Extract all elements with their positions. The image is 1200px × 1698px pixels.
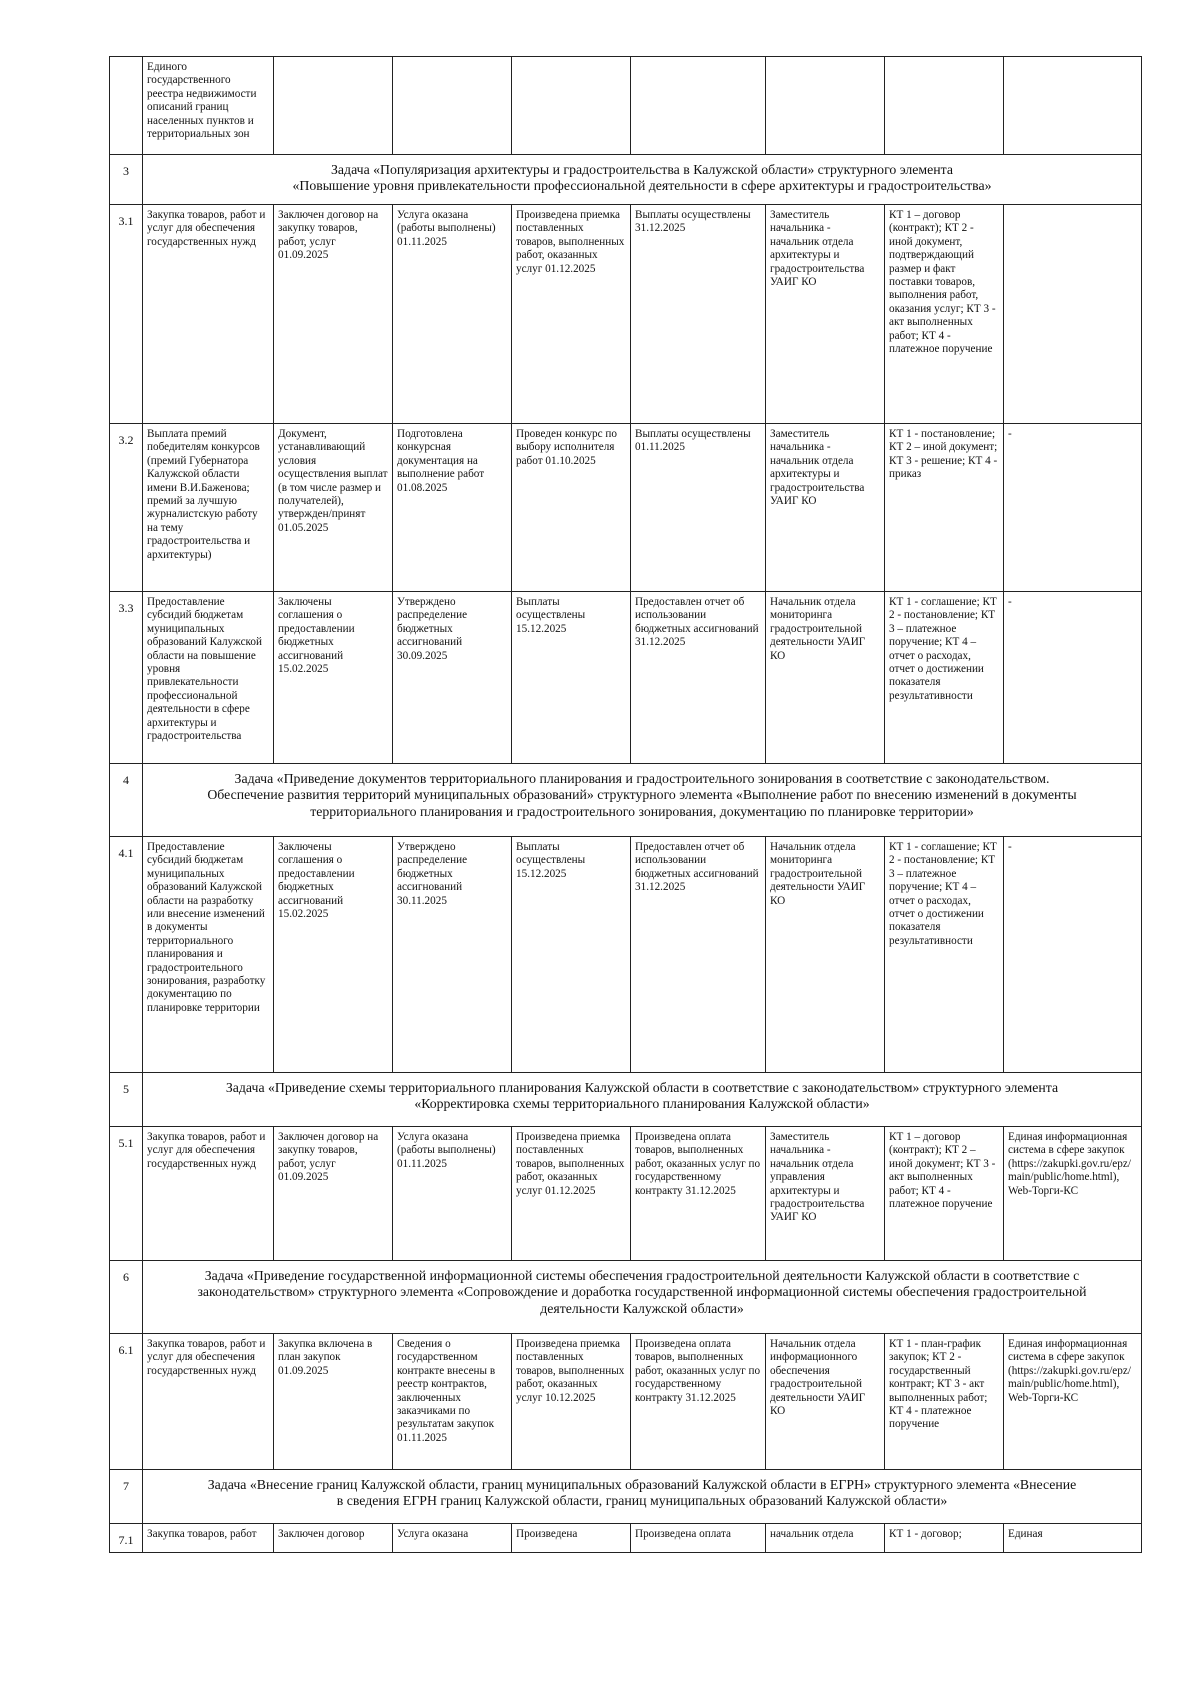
table-row <box>110 424 1142 592</box>
checkpoint-4-cell: Выплаты осуществлены 01.11.2025 <box>631 424 766 592</box>
table-row <box>110 57 1142 155</box>
checkpoint-documents-cell <box>885 57 1004 155</box>
event-name-cell: Предоставление субсидий бюджетам муниципальных образований Калужской области на разработку или внесение изменений в документы территориального планирования и градостроительного зонирования, разработку документацию по планировке территории <box>143 837 274 1073</box>
information-system-cell <box>1004 205 1142 424</box>
checkpoint-1-cell: Заключен договор на закупку товаров, работ, услуг 01.09.2025 <box>274 205 393 424</box>
table-row <box>110 1334 1142 1470</box>
table-row <box>110 1127 1142 1261</box>
task-title-line: Задача «Внесение границ Калужской области, границ муниципальных образований Калужской области в ЕГРН» структурного элемента «Внесение <box>207 1477 1077 1492</box>
responsible-person-cell: Начальник отдела информационного обеспечения градостроительной деятельности УАИГ КО <box>766 1334 885 1470</box>
checkpoint-documents-cell: КТ 1 - соглашение; КТ 2 - постановление; КТ 3 – платежное поручение; КТ 4 – отчет о расходах, отчет о достижении показателя результативности <box>885 592 1004 764</box>
checkpoint-documents-cell: КТ 1 – договор (контракт); КТ 2 – иной документ; КТ 3 - акт выполненных работ; КТ 4 - платежное поручение <box>885 1127 1004 1261</box>
row-number-cell: 4.1 <box>110 837 143 1073</box>
checkpoint-2-cell: Утверждено распределение бюджетных ассигнований 30.09.2025 <box>393 592 512 764</box>
checkpoint-1-cell: Заключены соглашения о предоставлении бюджетных ассигнований 15.02.2025 <box>274 837 393 1073</box>
checkpoint-documents-cell: КТ 1 – договор (контракт); КТ 2 - иной документ, подтверждающий размер и факт поставки товаров, выполнения работ, оказания услуг; КТ 3 - акт выполненных работ; КТ 4 - платежное поручение <box>885 205 1004 424</box>
checkpoint-3-cell: Произведена <box>512 1524 631 1553</box>
checkpoint-4-cell: Предоставлен отчет об использовании бюджетных ассигнований 31.12.2025 <box>631 837 766 1073</box>
responsible-person-cell: Заместитель начальника - начальник отдела управления архитектуры и градостроительства УАИГ КО <box>766 1127 885 1261</box>
task-title <box>143 1073 1142 1127</box>
checkpoint-3-cell: Произведена приемка поставленных товаров, выполненных работ, оказанных услуг 10.12.2025 <box>512 1334 631 1470</box>
table-row <box>110 837 1142 1073</box>
responsible-person-cell: начальник отдела <box>766 1524 885 1553</box>
task-row <box>110 1470 1142 1524</box>
checkpoint-3-cell: Произведена приемка поставленных товаров, выполненных работ, оказанных услуг 01.12.2025 <box>512 1127 631 1261</box>
checkpoint-3-cell: Произведена приемка поставленных товаров, выполненных работ, оказанных услуг 01.12.2025 <box>512 205 631 424</box>
checkpoint-4-cell: Выплаты осуществлены 31.12.2025 <box>631 205 766 424</box>
checkpoint-4-cell: Произведена оплата <box>631 1524 766 1553</box>
row-number: 3 <box>110 155 143 205</box>
responsible-person-cell: Начальник отдела мониторинга градостроительной деятельности УАИГ КО <box>766 837 885 1073</box>
task-row <box>110 155 1142 205</box>
checkpoint-1-cell <box>274 57 393 155</box>
row-number-cell: 3.1 <box>110 205 143 424</box>
task-title-line: «Повышение уровня привлекательности профессиональной деятельности в сфере архитектуры и градостроительства» <box>292 178 992 194</box>
task-title-line: территориального планирования и градостроительного зонирования, документацию по планировке территории» <box>310 803 974 819</box>
row-number: 5 <box>110 1073 143 1127</box>
checkpoint-3-cell: Проведен конкурс по выбору исполнителя работ 01.10.2025 <box>512 424 631 592</box>
checkpoint-2-cell: Сведения о государственном контракте внесены в реестр контрактов, заключенных заказчиками по результатам закупок 01.11.2025 <box>393 1334 512 1470</box>
checkpoint-3-cell: Выплаты осуществлены 15.12.2025 <box>512 837 631 1073</box>
task-title-line: Обеспечение развития территорий муниципальных образований» структурного элемента «Выполнение работ по внесению изменений в документы <box>207 787 1077 803</box>
document-table <box>109 56 1142 1553</box>
checkpoint-2-cell <box>393 57 512 155</box>
table-row <box>110 1524 1142 1553</box>
task-title <box>143 1261 1142 1334</box>
responsible-person-cell: Начальник отдела мониторинга градостроительной деятельности УАИГ КО <box>766 592 885 764</box>
row-number-cell: 5.1 <box>110 1127 143 1261</box>
task-title-line: Задача «Приведение документов территориального планирования и градостроительного зонирования в соответствие с законодательством. <box>234 771 1050 786</box>
checkpoint-1-cell: Заключен договор <box>274 1524 393 1553</box>
responsible-person-cell: Заместитель начальника - начальник отдела архитектуры и градостроительства УАИГ КО <box>766 205 885 424</box>
event-name-cell: Закупка товаров, работ и услуг для обеспечения государственных нужд <box>143 1127 274 1261</box>
information-system-cell <box>1004 57 1142 155</box>
row-number-cell: 7.1 <box>110 1524 143 1553</box>
information-system-cell: - <box>1004 424 1142 592</box>
row-number: 4 <box>110 764 143 837</box>
responsible-person-cell: Заместитель начальника - начальник отдела архитектуры и градостроительства УАИГ КО <box>766 424 885 592</box>
task-title <box>143 1470 1142 1524</box>
checkpoint-1-cell: Заключен договор на закупку товаров, работ, услуг 01.09.2025 <box>274 1127 393 1261</box>
table-row <box>110 205 1142 424</box>
task-title-line: Задача «Приведение государственной информационной системы обеспечения градостроительной деятельности Калужской области в соответствие с <box>204 1268 1080 1283</box>
information-system-cell: Единая информационная система в сфере закупок (https://zakupki.gov.ru/epz/main/public/home.html), Web-Торги-КС <box>1004 1127 1142 1261</box>
row-number: 6 <box>110 1261 143 1334</box>
event-name-cell: Закупка товаров, работ <box>143 1524 274 1553</box>
event-name-cell: Выплата премий победителям конкурсов (премий Губернатора Калужской области имени В.И.Баженова; премий за лучшую журналистскую работу на тему градостроительства и архитектуры) <box>143 424 274 592</box>
checkpoint-1-cell: Заключены соглашения о предоставлении бюджетных ассигнований 15.02.2025 <box>274 592 393 764</box>
event-name-cell: Закупка товаров, работ и услуг для обеспечения государственных нужд <box>143 205 274 424</box>
row-number-cell: 6.1 <box>110 1334 143 1470</box>
task-title-line: Задача «Приведение схемы территориального планирования Калужской области в соответствие с законодательством» структурного элемента <box>225 1080 1059 1095</box>
task-title-line: Задача «Популяризация архитектуры и градостроительства в Калужской области» структурного элемента <box>331 162 953 177</box>
row-number-cell: 3.3 <box>110 592 143 764</box>
checkpoint-1-cell: Документ, устанавливающий условия осуществления выплат (в том числе размер и получателей), утвержден/принят 01.05.2025 <box>274 424 393 592</box>
task-row <box>110 1073 1142 1127</box>
checkpoint-2-cell: Услуга оказана (работы выполнены) 01.11.2025 <box>393 1127 512 1261</box>
task-title-line: «Корректировка схемы территориального планирования Калужской области» <box>414 1096 870 1112</box>
task-title-line: в сведения ЕГРН границ Калужской области, границ муниципальных образований Калужской области» <box>336 1493 948 1509</box>
checkpoint-documents-cell: КТ 1 - план-график закупок; КТ 2 - государственный контракт; КТ 3 - акт выполненных работ; КТ 4 - платежное поручение <box>885 1334 1004 1470</box>
checkpoint-3-cell <box>512 57 631 155</box>
row-number-cell: 3.2 <box>110 424 143 592</box>
checkpoint-1-cell: Закупка включена в план закупок 01.09.2025 <box>274 1334 393 1470</box>
checkpoint-2-cell: Услуга оказана <box>393 1524 512 1553</box>
event-name-cell: Единого государственного реестра недвижимости описаний границ населенных пунктов и территориальных зон <box>143 57 274 155</box>
task-row <box>110 1261 1142 1334</box>
checkpoint-3-cell: Выплаты осуществлены 15.12.2025 <box>512 592 631 764</box>
information-system-cell: Единая <box>1004 1524 1142 1553</box>
checkpoint-2-cell: Услуга оказана (работы выполнены) 01.11.2025 <box>393 205 512 424</box>
checkpoint-4-cell <box>631 57 766 155</box>
task-title <box>143 764 1142 837</box>
task-title <box>143 155 1142 205</box>
information-system-cell: Единая информационная система в сфере закупок (https://zakupki.gov.ru/epz/main/public/home.html), Web-Торги-КС <box>1004 1334 1142 1470</box>
information-system-cell: - <box>1004 592 1142 764</box>
checkpoint-2-cell: Утверждено распределение бюджетных ассигнований 30.11.2025 <box>393 837 512 1073</box>
event-name-cell: Закупка товаров, работ и услуг для обеспечения государственных нужд <box>143 1334 274 1470</box>
task-title-line: законодательством» структурного элемента «Сопровождение и доработка государственной информационной системы обеспечения градостроительной <box>197 1284 1087 1300</box>
table-body <box>110 57 1142 1553</box>
information-system-cell: - <box>1004 837 1142 1073</box>
checkpoint-4-cell: Предоставлен отчет об использовании бюджетных ассигнований 31.12.2025 <box>631 592 766 764</box>
table-row <box>110 592 1142 764</box>
checkpoint-documents-cell: КТ 1 - постановление; КТ 2 – иной документ; КТ 3 - решение; КТ 4 - приказ <box>885 424 1004 592</box>
row-number-cell <box>110 57 143 155</box>
checkpoint-4-cell: Произведена оплата товаров, выполненных работ, оказанных услуг по государственному контракту 31.12.2025 <box>631 1127 766 1261</box>
checkpoint-4-cell: Произведена оплата товаров, выполненных работ, оказанных услуг по государственному контракту 31.12.2025 <box>631 1334 766 1470</box>
responsible-person-cell <box>766 57 885 155</box>
checkpoint-documents-cell: КТ 1 - договор; <box>885 1524 1004 1553</box>
checkpoint-documents-cell: КТ 1 - соглашение; КТ 2 - постановление; КТ 3 – платежное поручение; КТ 4 – отчет о расходах, отчет о достижении показателя результативности <box>885 837 1004 1073</box>
event-name-cell: Предоставление субсидий бюджетам муниципальных образований Калужской области на повышение уровня привлекательности профессиональной деятельности в сфере архитектуры и градостроительства <box>143 592 274 764</box>
task-title-line: деятельности Калужской области» <box>540 1300 744 1316</box>
row-number: 7 <box>110 1470 143 1524</box>
task-row <box>110 764 1142 837</box>
checkpoint-2-cell: Подготовлена конкурсная документация на выполнение работ 01.08.2025 <box>393 424 512 592</box>
